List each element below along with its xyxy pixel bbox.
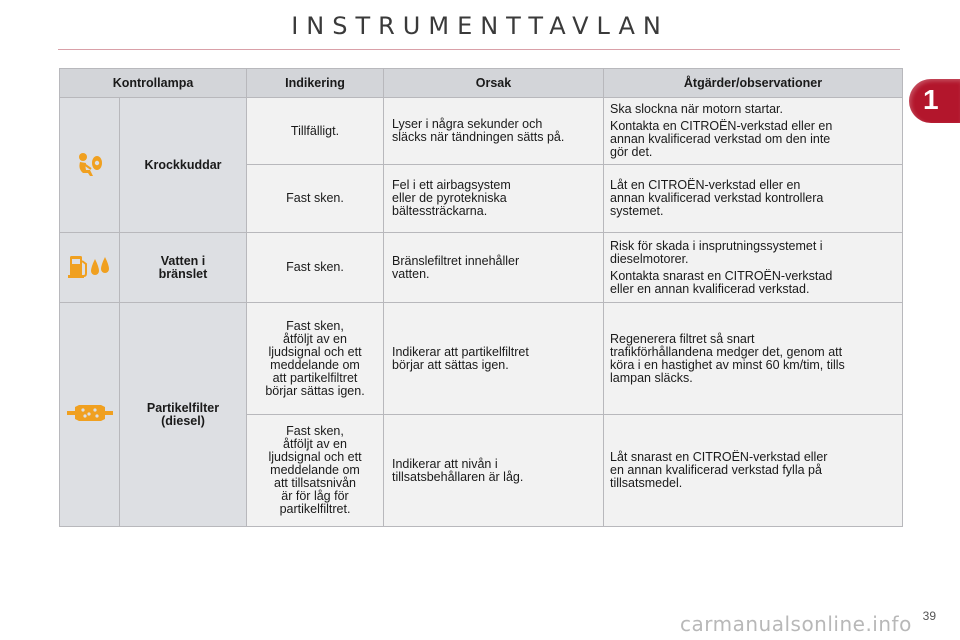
cause-cell: Fel i ett airbagsystem eller de pyrotekniska bältessträckarna. bbox=[384, 165, 604, 233]
lamp-icon-cell bbox=[60, 303, 120, 527]
table-row bbox=[60, 233, 903, 303]
action-cell: Låt en CITROËN-verkstad eller en annan kvalificerad verkstad kontrollera systemet. bbox=[604, 165, 903, 233]
column-header: Indikering bbox=[247, 69, 384, 98]
action-cell: Låt snarast en CITROËN-verkstad eller en annan kvalificerad verkstad fylla på tillsatsmedel. bbox=[604, 415, 903, 527]
page-title: INSTRUMENTTAVLAN bbox=[291, 12, 669, 40]
water-in-fuel-icon bbox=[67, 253, 113, 282]
indication-cell: Fast sken, åtföljt av en ljudsignal och ett meddelande om att tillsatsnivån är för låg för partikelfiltret. bbox=[247, 415, 384, 527]
indication-cell: Fast sken. bbox=[247, 233, 384, 303]
title-divider bbox=[58, 49, 900, 50]
indication-cell: Fast sken, åtföljt av en ljudsignal och ett meddelande om att partikelfiltret börjar sättas igen. bbox=[247, 303, 384, 415]
lamp-name: Krockkuddar bbox=[120, 98, 247, 233]
watermark: carmanualsonline.info bbox=[680, 612, 912, 636]
column-header: Orsak bbox=[384, 69, 604, 98]
table-header-row bbox=[60, 69, 903, 98]
cause-cell: Indikerar att nivån i tillsatsbehållaren är låg. bbox=[384, 415, 604, 527]
table-row bbox=[60, 98, 903, 165]
column-header: Åtgärder/observationer bbox=[604, 69, 903, 98]
action-cell: Ska slockna när motorn startar. Kontakta en CITROËN-verkstad eller en annan kvalificerad verkstad om den inte gör det. bbox=[604, 98, 903, 165]
indication-cell: Fast sken. bbox=[247, 165, 384, 233]
chapter-number: 1 bbox=[923, 84, 939, 115]
page-number: 39 bbox=[922, 609, 936, 623]
chapter-tab[interactable] bbox=[909, 79, 960, 123]
cause-cell: Indikerar att partikelfiltret börjar att sättas igen. bbox=[384, 303, 604, 415]
warning-lamp-table bbox=[59, 68, 903, 527]
column-header: Kontrollampa bbox=[60, 69, 247, 98]
cause-cell: Bränslefiltret innehåller vatten. bbox=[384, 233, 604, 303]
action-cell: Risk för skada i insprutningssystemet i dieselmotorer. Kontakta snarast en CITROËN-verkstad eller en annan kvalificerad verkstad. bbox=[604, 233, 903, 303]
cause-cell: Lyser i några sekunder och släcks när tändningen sätts på. bbox=[384, 98, 604, 165]
table-row bbox=[60, 303, 903, 415]
lamp-name: Partikelfilter (diesel) bbox=[120, 303, 247, 527]
particle-filter-icon bbox=[67, 402, 113, 427]
action-cell: Regenerera filtret så snart trafikförhållandena medger det, genom att köra i en hastighet av minst 60 km/tim, tills lampan släcks. bbox=[604, 303, 903, 415]
indication-cell: Tillfälligt. bbox=[247, 98, 384, 165]
lamp-name: Vatten i bränslet bbox=[120, 233, 247, 303]
lamp-icon-cell bbox=[60, 98, 120, 233]
lamp-icon-cell bbox=[60, 233, 120, 303]
airbag-icon bbox=[75, 151, 105, 180]
